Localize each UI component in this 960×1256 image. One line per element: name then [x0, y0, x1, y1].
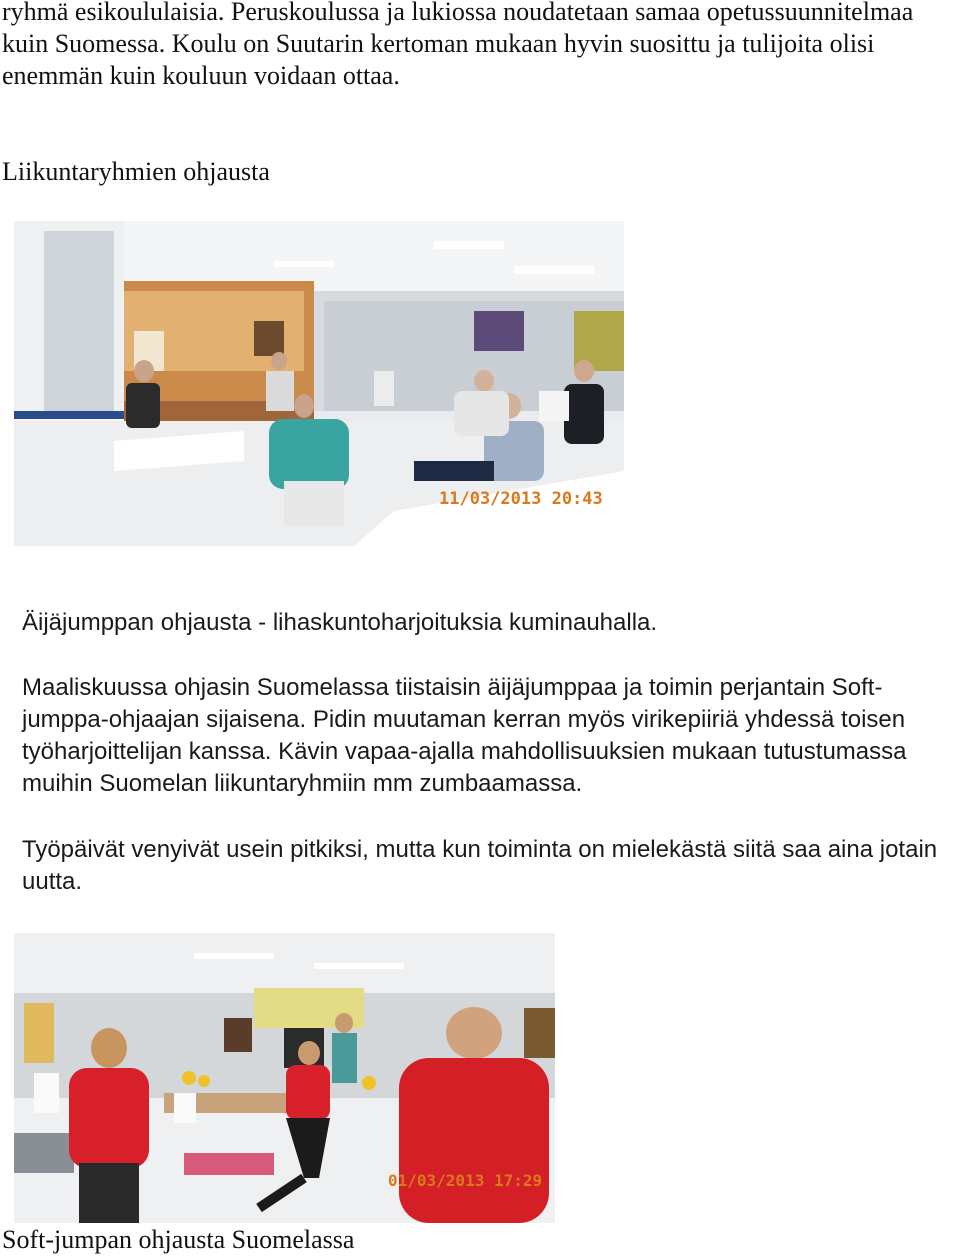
photo-date-stamp: 11/03/2013 20:43 — [439, 489, 603, 509]
photo-date-stamp: 01/03/2013 17:29 — [388, 1171, 543, 1190]
photo-caption: Soft-jumpan ohjausta Suomelassa — [2, 1225, 355, 1254]
photo-soft-jumppa — [14, 933, 555, 1223]
photo-exercise-group — [14, 221, 624, 546]
body-paragraph: Työpäivät venyivät usein pitkiksi, mutta kun toiminta on mielekästä siitä saa aina jotain uutta. — [22, 836, 938, 895]
section-heading: Liikuntaryhmien ohjausta — [2, 157, 270, 186]
photo-caption: Äijäjumppan ohjausta - lihaskuntoharjoituksia kuminauhalla. — [22, 609, 658, 636]
intro-paragraph: ryhmä esikoululaisia. Peruskoulussa ja lukiossa noudatetaan samaa opetussuunnitelmaa kuin Suomessa. Koulu on Suutarin kertoman mukaan hyvin suosittu ja tulijoita olisi enemmän kuin kouluun voidaan ottaa. — [2, 0, 914, 90]
body-paragraph: Maaliskuussa ohjasin Suomelassa tiistaisin äijäjumppaa ja toimin perjantain Soft-jumppa-ohjaajan sijaisena. Pidin muutaman kerran myös virikepiiriä yhdessä toisen työharjoittelijan kanssa. Kävin vapaa-ajalla mahdollisuuksien mukaan tutustumassa muihin Suomelan liikuntaryhmiin mm zumbaamassa. — [22, 674, 907, 797]
